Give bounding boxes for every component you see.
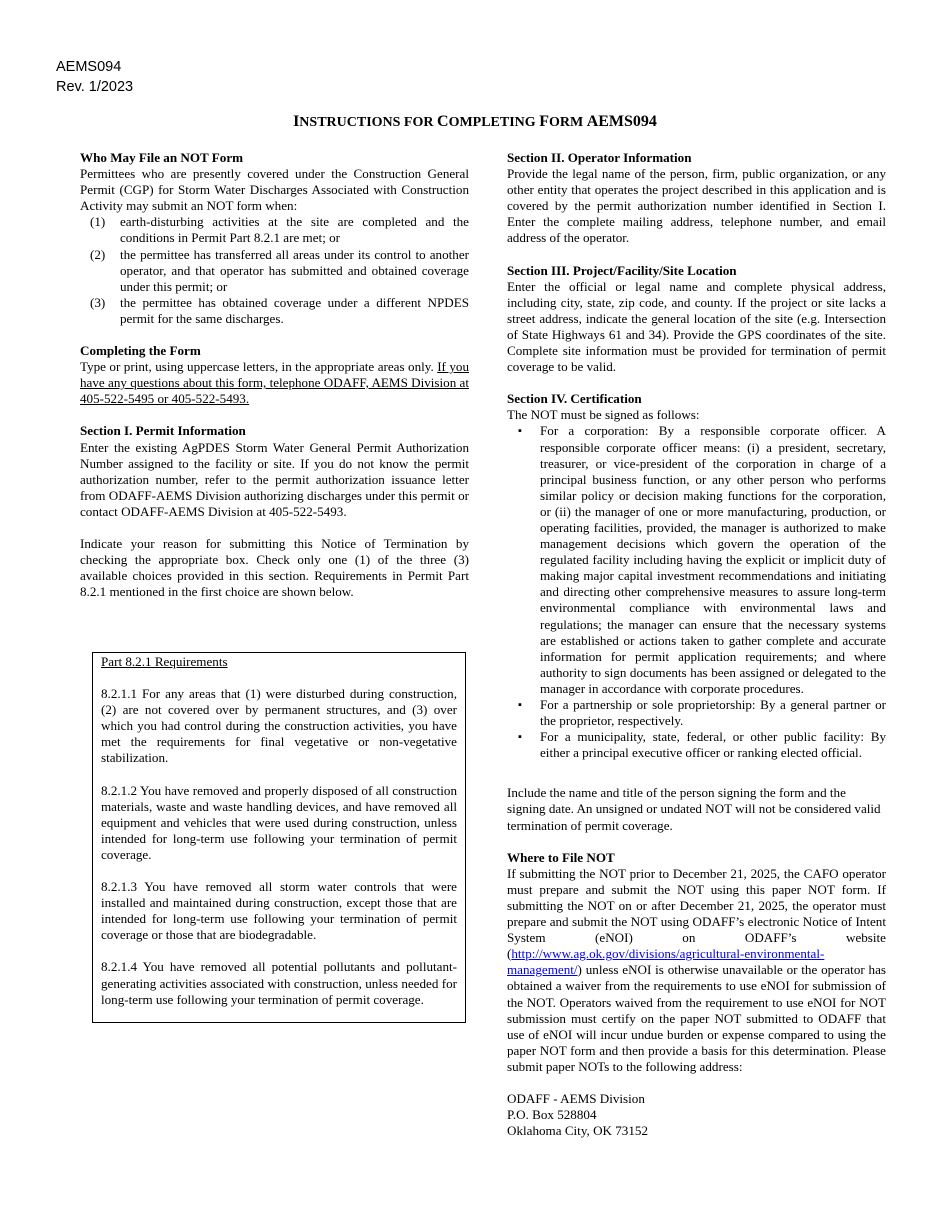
where-to-file-text: If submitting the NOT prior to December 21, 2025, the CAFO operator must prepare and submit the NOT using this paper NOT form. If submitting the NOT on or after December 21, 2025, the operator must prepare and submit the NOT using ODAFF’s electronic Notice of Intent System (eNOI) on ODAFF’s website (http://www.ag.ok.gov/divisions/agricultural-environmental-management/) unless eNOI is otherwise unavailable or the operator has obtained a waiver from the requirements to use eNOI for submission of the NOT. Operators waived from the requirement to use eNOI for NOT submission must certify on the paper NOT submitted to ODAFF that use of eNOI will incur undue burden or expense compared to using the paper NOT form and then provide a basis for this determination. Please submit paper NOTs to the following address: bbox=[507, 865, 886, 1074]
requirement-item: 8.2.1.2 You have removed and properly disposed of all construction materials, waste and waste handling devices, and have removed all equipment and vehicles that were used during construction, unless intended for long-term use following your termination of permit coverage. bbox=[101, 782, 457, 862]
who-may-file-list bbox=[80, 214, 469, 327]
address-line: P.O. Box 528804 bbox=[507, 1107, 597, 1123]
section-1 bbox=[80, 423, 469, 520]
list-item: (3) the permittee has obtained coverage under a different NPDES permit for the same discharges. bbox=[90, 294, 469, 326]
where-to-file-heading: Where to File NOT bbox=[507, 849, 615, 865]
odaff-website-link[interactable]: http://www.ag.ok.gov/divisions/agricultural-environmental-management/ bbox=[507, 946, 825, 978]
page-title: INSTRUCTIONS FOR COMPLETING FORM AEMS094 bbox=[293, 113, 657, 130]
section-2-text: Provide the legal name of the person, firm, public organization, or any other entity that operates the project described in this application and is covered by the permit authorization number identified in Section I. Enter the complete mailing address, telephone number, and email address of the operator. bbox=[507, 166, 886, 246]
form-header bbox=[56, 57, 133, 97]
signature-note-text: Include the name and title of the person signing the form and the signing date. An unsigned or undated NOT will not be considered valid termination of permit coverage. bbox=[507, 785, 881, 833]
section-1-heading: Section I. Permit Information bbox=[80, 423, 246, 439]
section-3-heading: Section III. Project/Facility/Site Location bbox=[507, 262, 737, 278]
section-1-paragraph: Indicate your reason for submitting this Notice of Termination by checking the appropriate box. Check only one (1) of the three (3) available choices provided in this section. Requirements in Permit Part 8.2.1 mentioned in the first choice are shown below. bbox=[80, 535, 469, 600]
section-4-heading: Section IV. Certification bbox=[507, 391, 642, 407]
who-may-file-section bbox=[80, 150, 469, 327]
signature-note bbox=[507, 777, 886, 833]
requirements-box bbox=[92, 652, 466, 1023]
completing-heading: Completing the Form bbox=[80, 343, 201, 359]
where-to-file-section bbox=[507, 850, 886, 1075]
list-item: (2) the permittee has transferred all areas under its control to another operator, and that operator has submitted and obtained coverage under this permit; or bbox=[90, 246, 469, 294]
section-3-text: Enter the official or legal name and complete physical address, including city, state, zip code, and county. If the project or site lacks a street address, indicate the general location of the site (e.g. Intersection of State Highways 61 and 34). Provide the GPS coordinates of the site. Complete site information must be provided for termination of permit coverage to be valid. bbox=[507, 278, 886, 375]
section-2 bbox=[507, 150, 886, 247]
list-item: (1) earth-disturbing activities at the site are completed and the conditions in Permit Part 8.2.1 are met; or bbox=[90, 214, 469, 246]
section-4-intro: The NOT must be signed as follows: bbox=[507, 407, 700, 423]
mailing-address bbox=[507, 1091, 886, 1139]
requirement-item: 8.2.1.3 You have removed all storm water controls that were installed and maintained during construction, except those that are intended for long-term use following your termination of permit coverage or those that are biodegradable. bbox=[101, 879, 457, 943]
completing-section bbox=[80, 343, 469, 407]
right-column bbox=[507, 150, 886, 1139]
requirement-item: 8.2.1.1 For any areas that (1) were disturbed during construction, (2) are not covered over by permanent structures, and (3) over which you had control during the construction activities, you have met the requirements for final vegetative or non-vegetative stabilization. bbox=[101, 686, 457, 766]
requirements-heading: Part 8.2.1 Requirements bbox=[101, 654, 228, 669]
section-4 bbox=[507, 391, 886, 761]
contact-phone-note: If you have any questions about this form, telephone ODAFF, AEMS Division at 405-522-5495 or 405-522-5493. bbox=[80, 359, 469, 407]
who-may-file-intro: Permittees who are presently covered under the Construction General Permit (CGP) for Storm Water Discharges Associated with Construction Activity may submit an NOT form when: bbox=[80, 166, 469, 214]
left-column bbox=[80, 150, 469, 616]
address-line: Oklahoma City, OK 73152 bbox=[507, 1123, 648, 1139]
section-1-paragraph: Enter the existing AgPDES Storm Water General Permit Authorization Number assigned to the facility or site. If you do not know the permit authorization number, refer to the permit authorization issuance letter from ODAFF-AEMS Division authorizing discharges under this permit or contact ODAFF-AEMS Division at 405-522-5493. bbox=[80, 439, 469, 519]
who-may-file-heading: Who May File an NOT Form bbox=[80, 150, 244, 165]
section-3 bbox=[507, 263, 886, 376]
list-item: ▪ For a municipality, state, federal, or other public facility: By either a principal executive officer or ranking elected official. bbox=[540, 729, 886, 761]
section-2-heading: Section II. Operator Information bbox=[507, 150, 692, 165]
form-number: AEMS094 bbox=[56, 59, 122, 75]
signatory-list bbox=[507, 423, 886, 761]
section-1-reason bbox=[80, 536, 469, 600]
address-line: ODAFF - AEMS Division bbox=[507, 1090, 645, 1106]
revision-date: Rev. 1/2023 bbox=[56, 79, 134, 95]
completing-text: Type or print, using uppercase letters, in the appropriate areas only. If you have any questions about this form, telephone ODAFF, AEMS Division at 405-522-5495 or 405-522-5493. bbox=[80, 359, 469, 407]
requirement-item: 8.2.1.4 You have removed all potential pollutants and pollutant-generating activities associated with construction, unless needed for long-term use following your termination of permit coverage. bbox=[101, 959, 457, 1007]
list-item: ▪ For a corporation: By a responsible corporate officer. A responsible corporate officer means: (i) a president, secretary, treasurer, or vice-president of the corporation in charge of a principal business function, or any other person who performs similar policy or decision making functions for the corporation, or (ii) the manager of one or more manufacturing, production, or operating facilities, provided, the manager is authorized to make management decisions which govern the operation of the regulated facility including having the explicit or implicit duty of making major capital investment recommendations and initiating and directing other comprehensive measures to assure long-term environmental compliance with environmental laws and regulations; the manager can ensure that the necessary systems are established or actions taken to gather complete and accurate information for permit application requirements; and where authority to sign documents has been assigned or delegated to the manager in accordance with corporate procedures. bbox=[540, 423, 886, 697]
list-item: ▪ For a partnership or sole proprietorship: By a general partner or the proprietor, respectively. bbox=[540, 697, 886, 729]
